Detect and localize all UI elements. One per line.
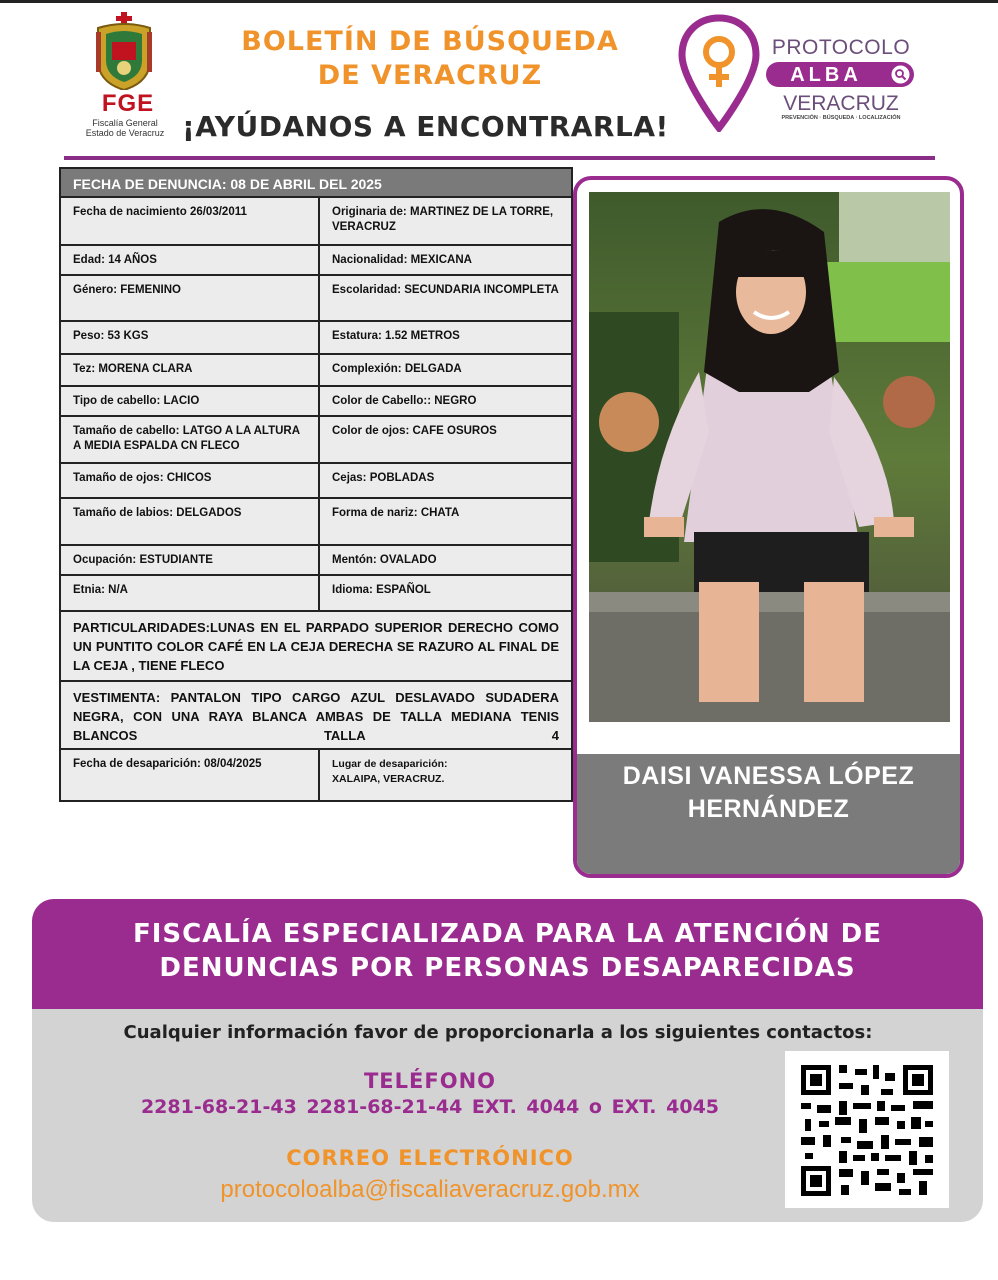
table-row bbox=[61, 246, 571, 276]
hair-type: Tipo de cabello: LACIO bbox=[61, 387, 320, 415]
magnifier-icon bbox=[891, 65, 910, 84]
lip-size: Tamaño de labios: DELGADOS bbox=[61, 499, 320, 544]
bulletin-title bbox=[200, 25, 660, 93]
table-row bbox=[61, 682, 571, 750]
report-date-header: FECHA DE DENUNCIA: 08 DE ABRIL DEL 2025 bbox=[61, 169, 571, 198]
language: Idioma: ESPAÑOL bbox=[332, 584, 431, 596]
email-heading: CORREO ELECTRÓNICO bbox=[286, 1146, 574, 1170]
bulletin-title-line2: DE VERACRUZ bbox=[317, 60, 543, 91]
ethnicity: Etnia: N/A bbox=[61, 576, 320, 610]
top-border bbox=[0, 0, 998, 3]
contact-instructions: Cualquier información favor de proporcionarla a los siguientes contactos: bbox=[123, 1022, 873, 1043]
occupation: Ocupación: ESTUDIANTE bbox=[61, 546, 320, 574]
nationality: Nacionalidad: MEXICANA bbox=[332, 254, 472, 266]
education: Escolaridad: SECUNDARIA INCOMPLETA bbox=[332, 284, 559, 296]
missing-person-name: DAISI VANESSA LÓPEZ HERNÁNDEZ bbox=[622, 762, 915, 823]
location-pin-female-icon bbox=[678, 14, 760, 132]
complexion-tone: Tez: MORENA CLARA bbox=[61, 355, 320, 385]
agency-name: FISCALÍA ESPECIALIZADA PARA LA ATENCIÓN DE DENUNCIAS POR PERSONAS DESAPARECIDAS bbox=[132, 919, 883, 983]
fge-crest-icon bbox=[92, 12, 156, 90]
agency-banner bbox=[32, 899, 983, 1009]
height: Estatura: 1.52 METROS bbox=[332, 330, 460, 342]
table-row bbox=[61, 464, 571, 499]
build: Complexión: DELGADA bbox=[332, 363, 462, 375]
eyebrows: Cejas: POBLADAS bbox=[332, 472, 435, 484]
bulletin-title-line1: BOLETÍN DE BÚSQUEDA bbox=[241, 26, 619, 57]
particularities: PARTICULARIDADES:LUNAS EN EL PARPADO SUPERIOR DERECHO COMO UN PUNTITO COLOR CAFÉ EN LA CEJA DERECHA SE RAZURO AL FINAL DE LA CEJA , TIENE FLECO bbox=[73, 620, 559, 673]
protocol-name: PROTOCOLO bbox=[771, 36, 911, 59]
table-row bbox=[61, 499, 571, 546]
table-row bbox=[61, 612, 571, 682]
header-divider bbox=[64, 156, 935, 160]
help-find-her-heading: ¡AYÚDANOS A ENCONTRARLA! bbox=[182, 110, 669, 143]
table-row bbox=[61, 322, 571, 355]
table-row bbox=[61, 387, 571, 417]
missing-person-photo bbox=[589, 192, 950, 722]
chin: Mentón: OVALADO bbox=[332, 554, 437, 566]
gender: Género: FEMENINO bbox=[61, 276, 320, 320]
fge-logo-subtitle: Fiscalía General Estado de Veracruz bbox=[85, 118, 165, 138]
table-row bbox=[61, 276, 571, 322]
disappearance-place: Lugar de desaparición: XALAIPA, VERACRUZ. bbox=[332, 758, 448, 785]
eye-color: Color de ojos: CAFE OSUROS bbox=[332, 425, 497, 437]
phone-heading: TELÉFONO bbox=[363, 1069, 497, 1093]
clothing: VESTIMENTA: PANTALON TIPO CARGO AZUL DESLAVADO SUDADERA NEGRA, CON UNA RAYA BLANCA AMBAS DE TALLA MEDIANA TENIS BLANCOS TALLA 4 bbox=[73, 690, 559, 743]
table-row bbox=[61, 198, 571, 246]
name-panel bbox=[577, 754, 960, 874]
person-details-table bbox=[59, 167, 573, 802]
table-row bbox=[61, 576, 571, 612]
age: Edad: 14 AÑOS bbox=[61, 246, 320, 274]
alba-badge: ALBA bbox=[766, 62, 914, 87]
qr-code-icon[interactable] bbox=[785, 1051, 949, 1208]
disappearance-date: Fecha de desaparición: 08/04/2025 bbox=[61, 750, 320, 800]
phone-numbers: 2281-68-21-43 2281-68-21-44 EXT. 4044 o EXT. 4045 bbox=[140, 1096, 720, 1118]
table-row bbox=[61, 417, 571, 464]
contact-email: protocoloalba@fiscaliaveracruz.gob.mx bbox=[220, 1176, 640, 1203]
missing-person-card bbox=[573, 176, 964, 878]
birth-date: Fecha de nacimiento 26/03/2011 bbox=[61, 198, 320, 244]
table-row bbox=[61, 750, 571, 800]
hair-color: Color de Cabello:: NEGRO bbox=[332, 395, 477, 407]
hair-length: Tamaño de cabello: LATGO A LA ALTURA A MEDIA ESPALDA CN FLECO bbox=[61, 417, 320, 462]
table-row bbox=[61, 355, 571, 387]
fge-logo-text: FGE bbox=[101, 90, 155, 117]
table-row bbox=[61, 546, 571, 576]
nose-shape: Forma de nariz: CHATA bbox=[332, 507, 460, 519]
eye-size: Tamaño de ojos: CHICOS bbox=[61, 464, 320, 497]
weight: Peso: 53 KGS bbox=[61, 322, 320, 353]
protocol-region: VERACRUZ bbox=[783, 92, 899, 115]
protocol-tagline: PREVENCIÓN · BÚSQUEDA · LOCALIZACIÓN bbox=[781, 115, 901, 121]
place-of-origin: Originaria de: MARTINEZ DE LA TORRE, VERACRUZ bbox=[332, 206, 554, 233]
